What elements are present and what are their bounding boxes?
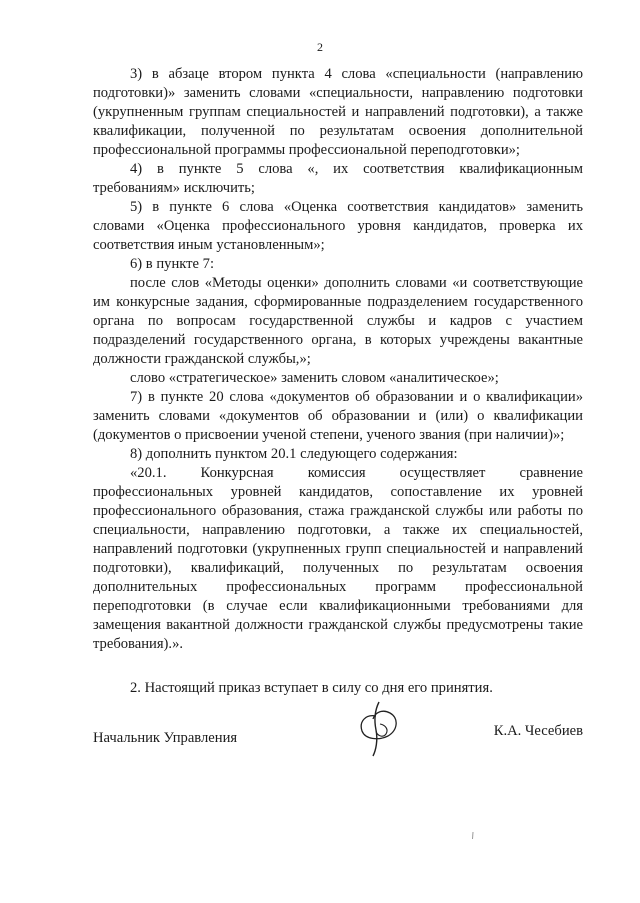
paragraph-item-3: 3) в абзаце втором пункта 4 слова «специальности (направлению подготовки)» заменить словами «специальности, направлению подготовки (укрупненным группам специальностей и направлений подготовки), а также квалификации, полученной по результатам освоения дополнительной профессиональной программы профессиональной переподготовки»; (93, 66, 583, 158)
paragraph-item-5: 5) в пункте 6 слова «Оценка соответствия кандидатов» заменить словами «Оценка профессионального уровня кандидатов, проверка их соответствия иным установленным»; (93, 199, 583, 253)
stray-mark-icon (471, 832, 475, 839)
page-number: 2 (317, 40, 323, 54)
paragraph-item-4: 4) в пункте 5 слова «, их соответствия квалификационным требованиям» исключить; (93, 161, 583, 196)
paragraph-item-6-methods: после слов «Методы оценки» дополнить словами «и соответствующие им конкурсные задания, сформированные подразделением государственного органа по вопросам государственной службы и кадров с участием подразделений государственного органа, в которых учреждены вакантные должности гражданской службы,»; (93, 275, 583, 367)
closing-paragraph: 2. Настоящий приказ вступает в силу со дня его принятия. (130, 680, 493, 696)
signature-block (93, 718, 583, 788)
handwritten-signature-icon (349, 698, 409, 758)
spacer (93, 654, 583, 679)
paragraph-item-7: 7) в пункте 20 слова «документов об образовании и о квалификации» заменить словами «документов об образовании и (или) о квалификации (документов о присвоении ученой степени, ученого звания (при наличии)»; (93, 389, 583, 443)
signatory-position: Начальник Управления (93, 730, 238, 746)
paragraph-item-6: 6) в пункте 7: (130, 256, 215, 272)
document-body (93, 65, 583, 698)
paragraph-item-20-1: «20.1. Конкурсная комиссия осуществляет сравнение профессиональных уровней кандидатов, сопоставление их уровней профессионального образования, стажа гражданской службы или работы по специальности, направлению подготовки, а также их специальностей, направлений подготовки (укрупненных групп специальностей и направлений подготовки), квалификаций, полученных по результатам освоения дополнительных профессиональных программ профессиональной переподготовки (в случае если квалификационными требованиями для замещения вакантной должности гражданской службы предусмотрены такие требования).». (93, 465, 583, 652)
paragraph-item-8: 8) дополнить пунктом 20.1 следующего содержания: (130, 446, 458, 462)
paragraph-item-6-word: слово «стратегическое» заменить словом «аналитическое»; (130, 370, 499, 386)
signatory-name: К.А. Чесебиев (493, 723, 583, 739)
